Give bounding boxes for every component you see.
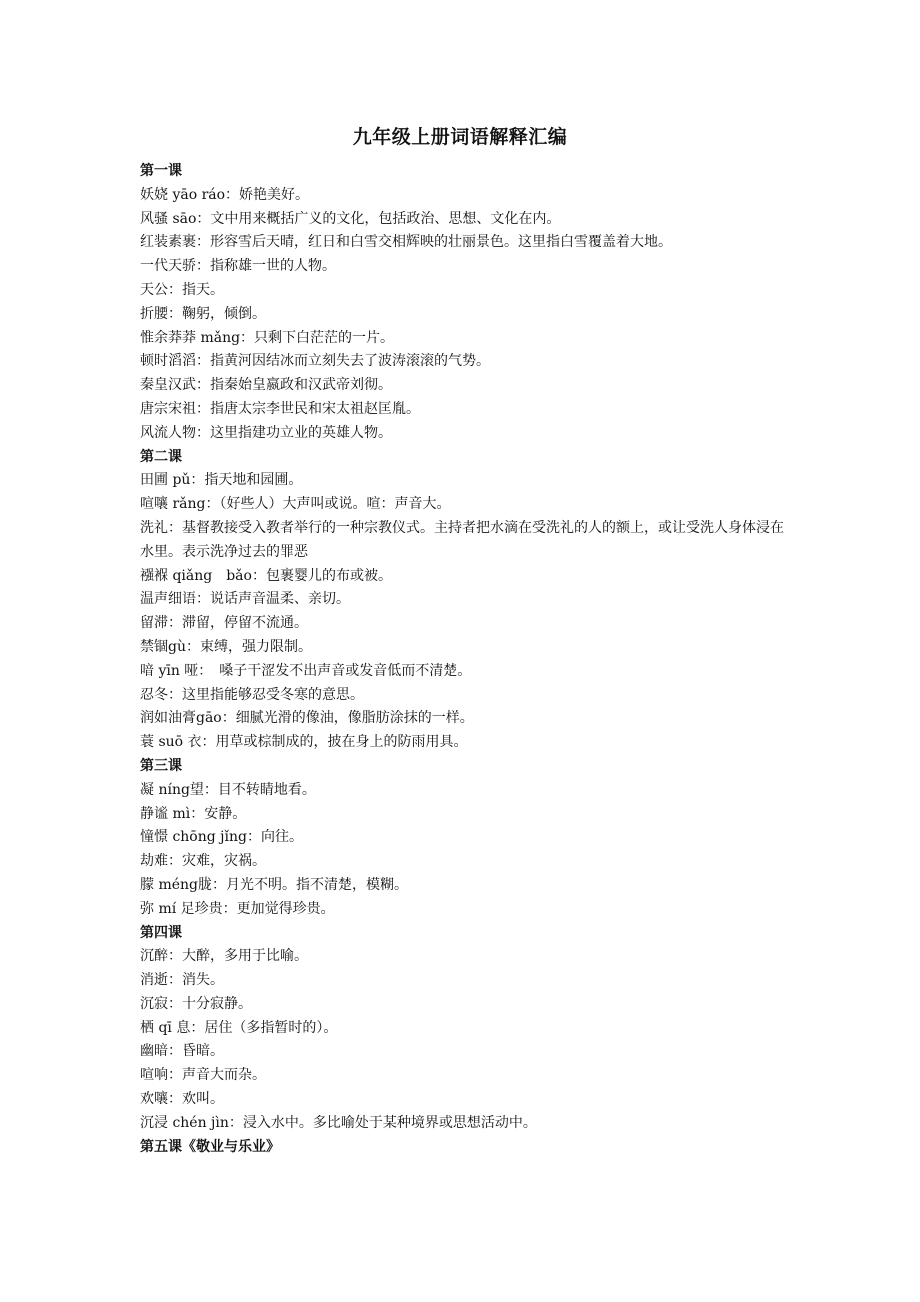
entry-line: 风骚 sāo：文中用来概括广义的文化，包括政治、思想、文化在内。 [140,210,561,227]
entry-line: 留滞：滞留，停留不流通。 [140,615,308,632]
entry-line: 朦 méng胧：月光不明。指不清楚，模糊。 [140,876,408,893]
entry-line: 沉寂：十分寂静。 [140,995,252,1012]
entry-line: 幽暗：昏暗。 [140,1043,224,1060]
entry-line: 折腰：鞠躬，倾倒。 [140,305,266,322]
entry-line: 栖 qī 息：居住（多指暂时的）。 [140,1019,338,1036]
lesson-heading: 第三课 [140,757,182,774]
entry-line: 洗礼：基督教接受入教者举行的一种宗教仪式。主持者把水滴在受洗礼的人的额上，或让受洗人身体浸在水里。表示洗净过去的罪恶 [140,519,784,560]
document-title: 九年级上册词语解释汇编 [352,126,568,148]
entry-line: 喧响：声音大而杂。 [140,1067,266,1084]
entry-line: 顿时滔滔：指黄河因结冰而立刻失去了波涛滚滚的气势。 [140,353,490,370]
lesson-heading: 第四课 [140,924,182,941]
entry-line: 天公：指天。 [140,281,224,298]
lesson-heading: 第一课 [140,163,182,179]
entry-line: 消逝：消失。 [140,972,224,989]
entry-line: 蓑 suō 衣：用草或棕制成的，披在身上的防雨用具。 [140,734,468,751]
entry-line: 沉醉：大醉，多用于比喻。 [140,948,308,965]
entry-line: 忍冬：这里指能够忍受冬寒的意思。 [140,686,364,703]
entry-line: 凝 níng望：目不转睛地看。 [140,781,316,798]
entry-line: 唐宗宋祖：指唐太宗李世民和宋太祖赵匡胤。 [140,400,420,417]
entry-line: 劫难：灾难，灾祸。 [140,853,266,870]
entry-line: 喑 yīn 哑： 嗓子干涩发不出声音或发音低而不清楚。 [140,662,472,679]
entry-line: 襁褓 qiǎng bǎo：包裹婴儿的布或被。 [140,567,392,584]
entry-line: 惟余莽莽 mǎng：只剩下白茫茫的一片。 [140,329,395,346]
entry-line: 沉浸 chén jìn：浸入水中。多比喻处于某种境界或思想活动中。 [140,1114,537,1131]
entry-line: 静谧 mì：安静。 [140,805,247,822]
entry-line: 田圃 pǔ：指天地和园圃。 [140,472,303,489]
entry-line: 禁锢gù：束缚，强力限制。 [140,638,312,655]
document-body [140,160,800,1159]
lesson-heading: 第二课 [140,448,182,465]
entry-line: 红装素裹：形容雪后天晴，红日和白雪交相辉映的壮丽景色。这里指白雪覆盖着大地。 [140,234,672,251]
entry-line: 喧嚷 rǎng：（好些人）大声叫或说。喧：声音大。 [140,496,451,513]
entry-line: 憧憬 chōng jǐng：向往。 [140,829,303,846]
entry-line: 欢嚷：欢叫。 [140,1091,224,1108]
entry-line: 一代天骄：指称雄一世的人物。 [140,258,336,275]
lesson-heading: 第五课《敬业与乐业》 [140,1138,280,1155]
entry-line: 弥 mí 足珍贵：更加觉得珍贵。 [140,900,335,917]
entry-line: 风流人物：这里指建功立业的英雄人物。 [140,424,392,441]
entry-line: 温声细语：说话声音温柔、亲切。 [140,591,350,608]
entry-line: 秦皇汉武：指秦始皇嬴政和汉武帝刘彻。 [140,377,392,394]
entry-line: 妖娆 yāo ráo：娇艳美好。 [140,186,310,203]
entry-line: 润如油膏gāo：细腻光滑的像油，像脂肪涂抹的一样。 [140,710,474,727]
